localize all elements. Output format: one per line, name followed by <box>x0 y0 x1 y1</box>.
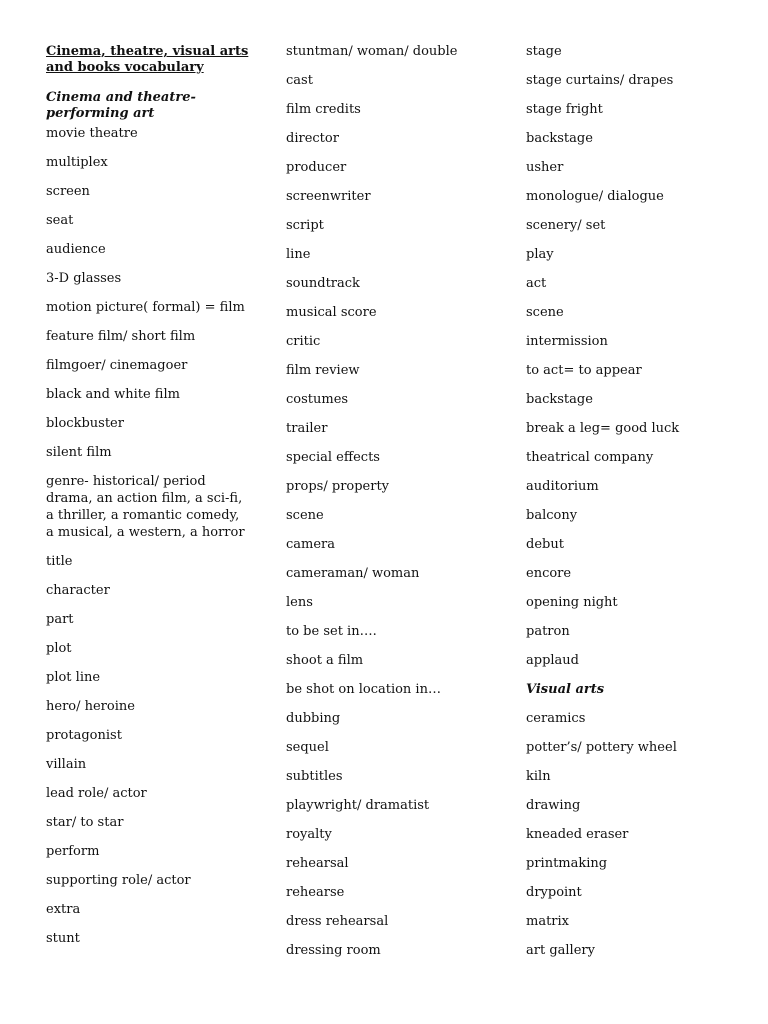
vocabulary-item: ceramics <box>526 711 586 726</box>
vocabulary-item: camera <box>286 537 336 552</box>
vocabulary-item: printmaking <box>526 856 608 871</box>
vocabulary-item: kiln <box>526 769 551 784</box>
vocabulary-item: filmgoer/ cinemagoer <box>46 358 188 373</box>
vocabulary-item: subtitles <box>286 769 343 784</box>
vocabulary-item: scene <box>526 305 564 320</box>
vocabulary-item: auditorium <box>526 479 599 494</box>
vocabulary-item: theatrical company <box>526 450 654 465</box>
vocabulary-item: plot <box>46 641 72 656</box>
vocabulary-item: lead role/ actor <box>46 786 147 801</box>
column-3 <box>526 40 756 968</box>
vocabulary-item: drypoint <box>526 885 582 900</box>
vocabulary-item: genre- historical/ period drama, an action film, a sci-fi, a thriller, a romantic comedy, a musical, a western, a horror <box>46 474 245 540</box>
vocabulary-item: dress rehearsal <box>286 914 389 929</box>
vocabulary-item: 3-D glasses <box>46 271 122 286</box>
vocabulary-item: to act= to appear <box>526 363 642 378</box>
vocabulary-item: feature film/ short film <box>46 329 196 344</box>
vocabulary-item: intermission <box>526 334 608 349</box>
vocabulary-item: playwright/ dramatist <box>286 798 430 813</box>
vocabulary-item: director <box>286 131 339 146</box>
vocabulary-item: kneaded eraser <box>526 827 629 842</box>
section-heading-cinema-theatre: Cinema and theatre- performing art <box>46 90 196 121</box>
vocabulary-item: to be set in…. <box>286 624 377 639</box>
vocabulary-item: line <box>286 247 311 262</box>
vocabulary-item: dubbing <box>286 711 341 726</box>
vocabulary-item: supporting role/ actor <box>46 873 191 888</box>
vocabulary-list <box>526 707 756 968</box>
vocabulary-item: silent film <box>46 445 112 460</box>
vocabulary-list <box>286 40 516 968</box>
vocabulary-item: opening night <box>526 595 618 610</box>
vocabulary-item: critic <box>286 334 321 349</box>
vocabulary-item: title <box>46 554 73 569</box>
vocabulary-item: break a leg= good luck <box>526 421 680 436</box>
vocabulary-item: cameraman/ woman <box>286 566 420 581</box>
vocabulary-item: backstage <box>526 392 593 407</box>
vocabulary-item: play <box>526 247 554 262</box>
vocabulary-item: character <box>46 583 110 598</box>
vocabulary-list <box>526 40 756 678</box>
vocabulary-item: blockbuster <box>46 416 124 431</box>
vocabulary-item: star/ to star <box>46 815 124 830</box>
section-heading-visual-arts: Visual arts <box>526 682 605 697</box>
vocabulary-item: seat <box>46 213 74 228</box>
vocabulary-item: stage fright <box>526 102 603 117</box>
vocabulary-item: usher <box>526 160 564 175</box>
vocabulary-item: rehearse <box>286 885 345 900</box>
vocabulary-item: dressing room <box>286 943 381 958</box>
vocabulary-item: be shot on location in… <box>286 682 441 697</box>
vocabulary-item: art gallery <box>526 943 595 958</box>
column-2 <box>286 40 516 968</box>
vocabulary-item: stunt <box>46 931 80 946</box>
vocabulary-item: stage <box>526 44 562 59</box>
vocabulary-item: audience <box>46 242 106 257</box>
vocabulary-item: script <box>286 218 324 233</box>
vocabulary-item: balcony <box>526 508 578 523</box>
vocabulary-item: backstage <box>526 131 593 146</box>
vocabulary-item: stuntman/ woman/ double <box>286 44 458 59</box>
vocabulary-item: matrix <box>526 914 570 929</box>
vocabulary-item: lens <box>286 595 313 610</box>
vocabulary-item: costumes <box>286 392 349 407</box>
vocabulary-item: film review <box>286 363 360 378</box>
vocabulary-item: black and white film <box>46 387 180 402</box>
vocabulary-item: protagonist <box>46 728 122 743</box>
vocabulary-item: part <box>46 612 74 627</box>
column-1 <box>46 40 251 956</box>
vocabulary-item: patron <box>526 624 570 639</box>
vocabulary-item: musical score <box>286 305 377 320</box>
vocabulary-item: rehearsal <box>286 856 349 871</box>
vocabulary-item: multiplex <box>46 155 108 170</box>
vocabulary-item: producer <box>286 160 347 175</box>
vocabulary-item: hero/ heroine <box>46 699 135 714</box>
vocabulary-item: sequel <box>286 740 329 755</box>
vocabulary-item: royalty <box>286 827 332 842</box>
vocabulary-item: perform <box>46 844 100 859</box>
vocabulary-item: props/ property <box>286 479 390 494</box>
vocabulary-list <box>46 122 251 956</box>
vocabulary-item: shoot a film <box>286 653 364 668</box>
document-title: Cinema, theatre, visual arts and books vocabulary <box>46 44 249 75</box>
vocabulary-item: motion picture( formal) = film <box>46 300 245 315</box>
vocabulary-item: cast <box>286 73 313 88</box>
vocabulary-item: screenwriter <box>286 189 371 204</box>
vocabulary-item: drawing <box>526 798 581 813</box>
vocabulary-item: scene <box>286 508 324 523</box>
vocabulary-item: movie theatre <box>46 126 138 141</box>
vocabulary-item: film credits <box>286 102 361 117</box>
vocabulary-item: trailer <box>286 421 328 436</box>
vocabulary-item: stage curtains/ drapes <box>526 73 674 88</box>
vocabulary-item: debut <box>526 537 564 552</box>
vocabulary-item: scenery/ set <box>526 218 606 233</box>
vocabulary-item: special effects <box>286 450 380 465</box>
vocabulary-item: screen <box>46 184 90 199</box>
vocabulary-item: extra <box>46 902 81 917</box>
vocabulary-item: soundtrack <box>286 276 360 291</box>
vocabulary-item: villain <box>46 757 87 772</box>
vocabulary-item: plot line <box>46 670 101 685</box>
vocabulary-item: act <box>526 276 547 291</box>
vocabulary-item: applaud <box>526 653 579 668</box>
vocabulary-item: monologue/ dialogue <box>526 189 664 204</box>
vocabulary-item: potter’s/ pottery wheel <box>526 740 677 755</box>
vocabulary-item: encore <box>526 566 572 581</box>
